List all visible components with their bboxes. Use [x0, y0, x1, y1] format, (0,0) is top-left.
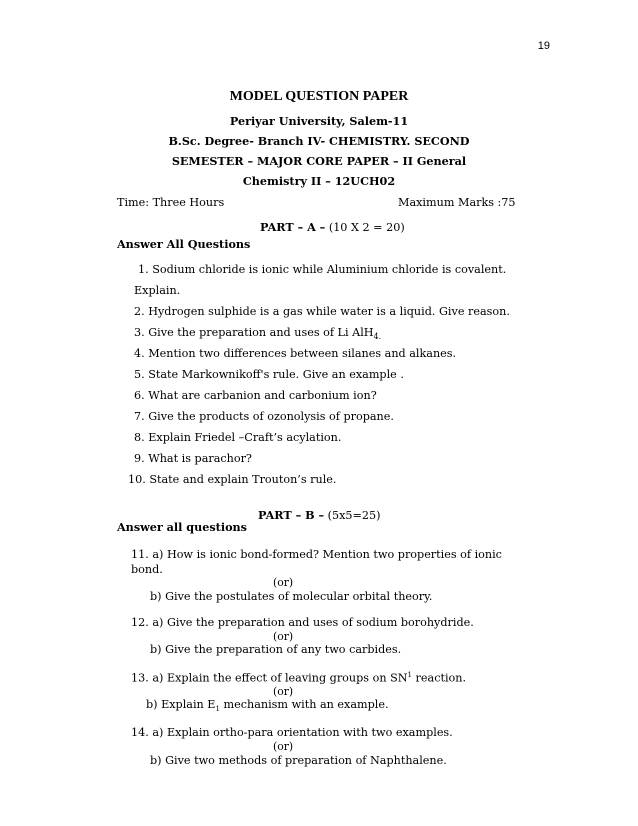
question-7: 7. Give the products of ozonolysis of propane.	[134, 410, 394, 423]
question-13a	[131, 671, 466, 685]
part-b-instruction: Answer all questions	[117, 520, 247, 534]
question-1-cont: Explain.	[134, 284, 181, 297]
question-11a: 11. a) How is ionic bond-formed? Mention two properties of ionic	[131, 548, 502, 561]
question-13a-text: 13. a) Explain the effect of leaving groups on SN	[131, 671, 408, 685]
part-a-heading	[260, 220, 405, 234]
max-marks-label: Maximum Marks :75	[398, 196, 516, 209]
or-11: (or)	[273, 576, 294, 589]
time-label: Time: Three Hours	[117, 196, 225, 209]
question-2: 2. Hydrogen sulphide is a gas while water is a liquid. Give reason.	[134, 305, 510, 318]
page-number: 19	[537, 40, 550, 52]
or-14: (or)	[273, 740, 294, 753]
part-b-heading	[258, 508, 381, 522]
university-line: Periyar University, Salem-11	[229, 114, 409, 128]
question-3	[134, 326, 381, 341]
question-13b	[146, 698, 389, 713]
question-13a-text-end: reaction.	[412, 671, 467, 685]
question-13b-subscript: 1	[215, 705, 220, 714]
question-12b: b) Give the preparation of any two carbides.	[150, 643, 402, 656]
part-a-label: PART – A –	[260, 220, 326, 234]
question-3-subscript: 4.	[373, 332, 382, 342]
paper-line: SEMESTER – MAJOR CORE PAPER – II General	[171, 154, 467, 168]
question-9: 9. What is parachor?	[134, 452, 252, 465]
question-11b: b) Give the postulates of molecular orbital theory.	[150, 590, 433, 603]
question-14a: 14. a) Explain ortho-para orientation with two examples.	[131, 726, 453, 739]
question-5: 5. State Markownikoff's rule. Give an example .	[134, 368, 404, 381]
part-a-instruction: Answer All Questions	[117, 237, 251, 251]
question-13a-superscript: 1	[407, 671, 412, 679]
question-13b-text-end: mechanism with an example.	[219, 698, 389, 711]
question-12a: 12. a) Give the preparation and uses of sodium borohydride.	[131, 616, 474, 629]
question-14b: b) Give two methods of preparation of Naphthalene.	[150, 754, 447, 767]
question-6: 6. What are carbanion and carbonium ion?	[134, 389, 377, 402]
part-a-marks: (10 X 2 = 20)	[328, 221, 405, 234]
part-b-marks: (5x5=25)	[327, 509, 381, 522]
question-11a-cont: bond.	[131, 563, 163, 576]
question-1: 1. Sodium chloride is ionic while Aluminium chloride is covalent.	[138, 263, 507, 276]
question-10: 10. State and explain Trouton’s rule.	[128, 473, 337, 486]
page-title: MODEL QUESTION PAPER	[229, 89, 409, 104]
or-13: (or)	[273, 685, 294, 698]
course-line: Chemistry II – 12UCH02	[242, 174, 396, 188]
question-8: 8. Explain Friedel –Craft’s acylation.	[134, 431, 342, 444]
degree-line: B.Sc. Degree- Branch IV- CHEMISTRY. SECOND	[168, 134, 470, 148]
question-4: 4. Mention two differences between silanes and alkanes.	[134, 347, 457, 360]
question-3-text: 3. Give the preparation and uses of Li AlH	[134, 326, 374, 339]
or-12: (or)	[273, 630, 294, 643]
question-13b-text: b) Explain E	[146, 698, 216, 711]
part-b-label: PART – B –	[258, 508, 325, 522]
